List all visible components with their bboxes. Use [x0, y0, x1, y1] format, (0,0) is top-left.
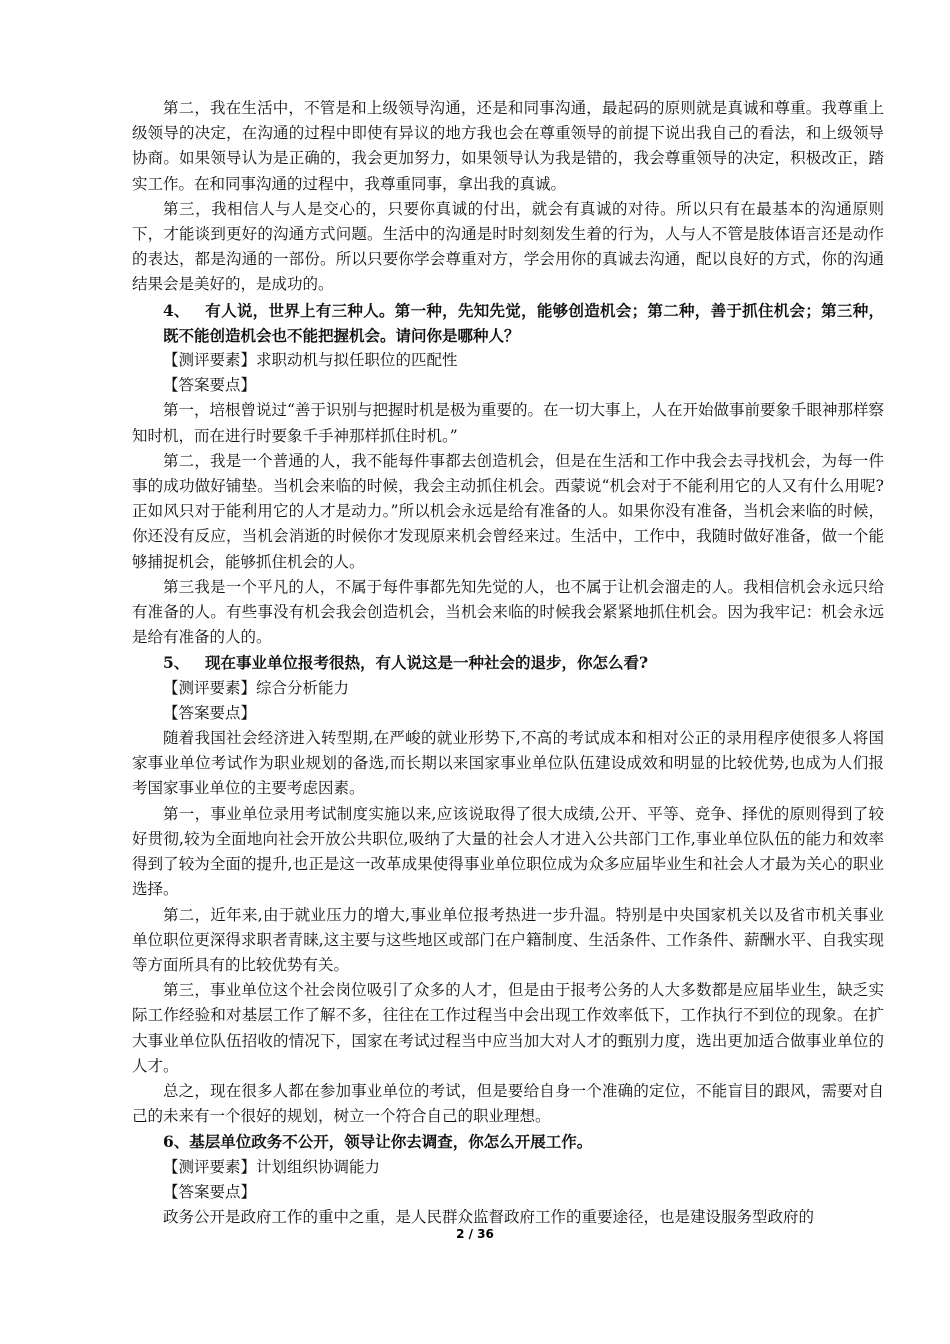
answer-label: 【答案要点】	[163, 1182, 257, 1201]
question-text: 有人说，世界上有三种人。第一种，先知先觉，能够创造机会；第二种，善于抓住机会；第三种，既不能创造机会也不能把握机会。请问你是哪种人？	[163, 300, 884, 345]
question-number: 5、	[163, 653, 190, 673]
paragraph: 第三我是一个平凡的人，不属于每件事都先知先觉的人，也不属于让机会溜走的人。我相信机会永远只给有准备的人。有些事没有机会我会创造机会，当机会来临的时候我会紧紧地抓住机会。因为我牢记：机会永远是给有准备的人的。	[132, 577, 884, 647]
page-number: 2 / 36	[456, 1227, 494, 1241]
paragraph: 第二，我是一个普通的人，我不能每件事都去创造机会，但是在生活和工作中我会去寻找机会，为每一件事的成功做好铺垫。当机会来临的时候，我会主动抓住机会。西蒙说“机会对于不能利用它的人又有什么用呢?正如风只对于能利用它的人才是动力。”所以机会永远是给有准备的人。如果你没有准备，当机会来临的时候，你还没有反应，当机会消逝的时候你才发现原来机会曾经来过。生活中，工作中，我随时做好准备，做一个能够捕捉机会，能够抓住机会的人。	[132, 451, 884, 571]
answer-label: 【答案要点】	[163, 703, 257, 722]
paragraph: 第一，培根曾说过“善于识别与把握时机是极为重要的。在一切大事上，人在开始做事前要象千眼神那样察知时机，而在进行时要象千手神那样抓住时机。”	[132, 401, 884, 445]
paragraph: 总之，现在很多人都在参加事业单位的考试，但是要给自身一个准确的定位，不能盲目的跟风，需要对自己的未来有一个很好的规划，树立一个符合自己的职业理想。	[132, 1081, 884, 1126]
paragraph: 第二，近年来,由于就业压力的增大,事业单位报考热进一步升温。特别是中央国家机关以及省市机关事业单位职位更深得求职者青睐,这主要与这些地区或部门在户籍制度、生活条件、工作条件、薪酬水平、自我实现等方面所具有的比较优势有关。	[132, 905, 884, 974]
question-number: 4、	[163, 300, 190, 320]
paragraph: 第一，事业单位录用考试制度实施以来,应该说取得了很大成绩,公开、平等、竞争、择优的原则得到了较好贯彻,较为全面地向社会开放公共职位,吸纳了大量的社会人才进入公共部门工作,事业单位队伍的能力和效率得到了较为全面的提升,也正是这一改革成果使得事业单位职位成为众多应届毕业生和社会人才最为关心的职业选择。	[132, 804, 884, 899]
eval-label: 【测评要素】计划组织协调能力	[163, 1157, 381, 1176]
question-text: 现在事业单位报考很热，有人说这是一种社会的退步，你怎么看?	[205, 653, 649, 673]
question-6: 6、基层单位政务不公开，领导让你去调查，你怎么开展工作。	[163, 1132, 593, 1152]
paragraph: 第三，我相信人与人是交心的，只要你真诚的付出，就会有真诚的对待。所以只有在最基本的沟通原则下，才能谈到更好的沟通方式问题。生活中的沟通是时时刻刻发生着的行为，人与人不管是肢体语言还是动作的表达，都是沟通的一部份。所以只要你学会尊重对方，学会用你的真诚去沟通，配以良好的方式，你的沟通结果会是美好的，是成功的。	[132, 199, 884, 294]
paragraph: 政务公开是政府工作的重中之重，是人民群众监督政府工作的重要途径，也是建设服务型政府的	[163, 1207, 815, 1226]
question-5	[132, 650, 884, 675]
eval-label: 【测评要素】求职动机与拟任职位的匹配性	[163, 351, 458, 370]
paragraph: 第三，事业单位这个社会岗位吸引了众多的人才，但是由于报考公务的人大多数都是应届毕业生，缺乏实际工作经验和对基层工作了解不多，往往在工作过程当中会出现工作效率低下，工作执行不到位的现象。在扩大事业单位队伍招收的情况下，国家在考试过程当中应当加大对人才的甄别力度，选出更加适合做事业单位的人才。	[132, 981, 884, 1075]
paragraph: 随着我国社会经济进入转型期,在严峻的就业形势下,不高的考试成本和相对公正的录用程序使很多人将国家事业单位考试作为职业规划的备选,而长期以来国家事业单位队伍建设成效和明显的比较优势,也成为人们报考国家事业单位的主要考虑因素。	[132, 729, 884, 798]
question-4	[132, 298, 884, 348]
answer-label: 【答案要点】	[163, 376, 257, 395]
eval-label: 【测评要素】综合分析能力	[163, 678, 350, 697]
paragraph: 第二，我在生活中，不管是和上级领导沟通，还是和同事沟通，最起码的原则就是真诚和尊重。我尊重上级领导的决定，在沟通的过程中即使有异议的地方我也会在尊重领导的前提下说出我自己的看法，和上级领导协商。如果领导认为是正确的，我会更加努力，如果领导认为我是错的，我会尊重领导的决定，积极改正，踏实工作。在和同事沟通的过程中，我尊重同事，拿出我的真诚。	[132, 99, 884, 193]
page-body	[132, 96, 884, 1230]
